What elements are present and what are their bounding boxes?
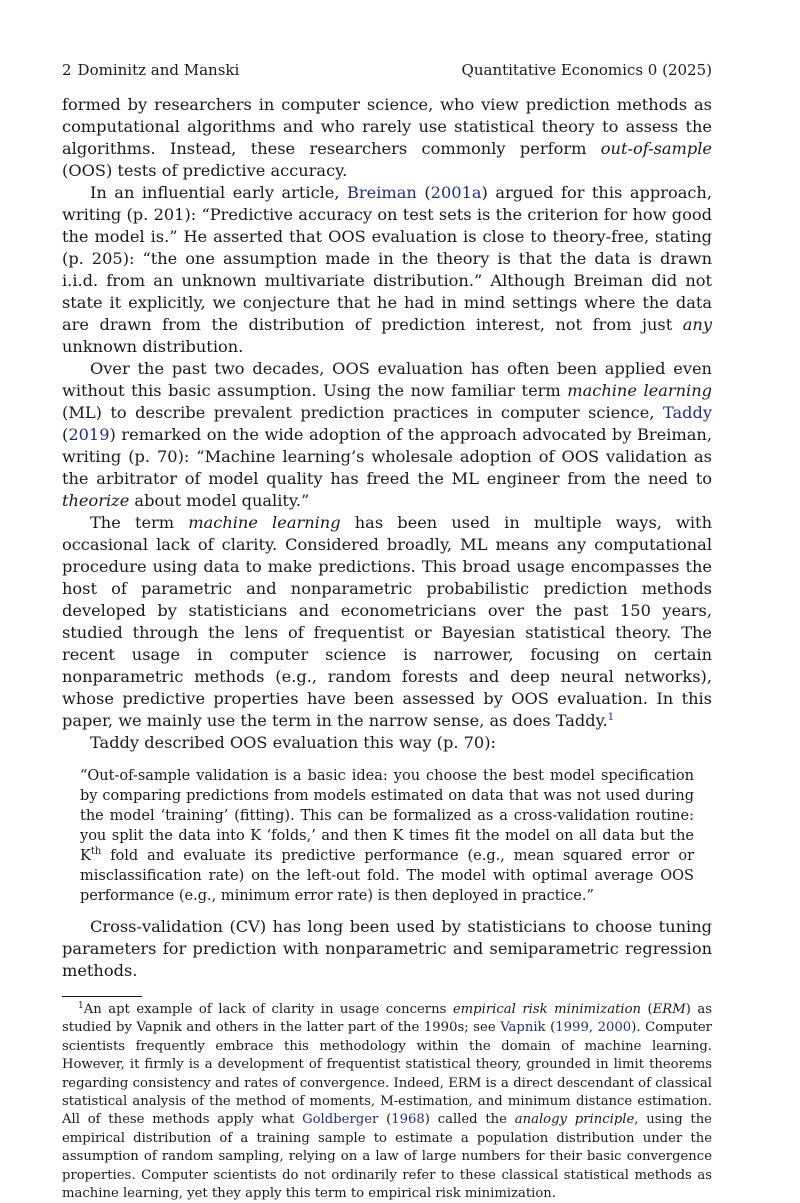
quote-text-a: “Out-of-sample validation is a basic idea: you choose the best model specification by comparing predictions from models estimated on data that was not used during the model ‘training’ (fitting). This can be formalized as a cross-validation routine: you split the data into K ‘folds,’ and then K times fit the model on all data but the K xyxy=(80,768,694,864)
citation-year-vapnik-2000[interactable]: 2000 xyxy=(597,1020,632,1036)
fn-text-f: , using the empirical distribution of a training sample to estimate a population distribution under the assumption of random sampling, relying on a law of large numbers for their basic convergence properties. Computer scientists do not ordinarily refer to these classical statistical methods as machine learning, yet they apply this term to empirical risk minimization. xyxy=(62,1112,712,1202)
p4-emphasis: machine learning xyxy=(188,513,341,532)
footnote-rule xyxy=(62,996,142,997)
header-authors: Dominitz and Manski xyxy=(77,61,240,79)
header-left xyxy=(62,60,245,80)
p2-text-a: In an influential early article, xyxy=(90,183,348,202)
paragraph-3: Over the past two decades, OOS evaluation has often been applied even without this basic assumption. Using the now familiar term machine learning (ML) to describe prevalent prediction practices in computer science, Taddy (2019) remarked on the wide adoption of the approach advocated by Breiman, writing (p. 70): “Machine learning’s wholesale adoption of OOS validation as the arbitrator of model quality has freed the ML engineer from the need to theorize about model quality.” xyxy=(62,359,712,510)
paragraph-6: Cross-validation (CV) has long been used by statisticians to choose tuning parameters for prediction with nonparametric and semiparametric regression methods. xyxy=(62,917,712,980)
citation-year-goldberger[interactable]: 1968 xyxy=(391,1112,425,1128)
fn-text-e: called the xyxy=(429,1112,515,1128)
citation-link-vapnik[interactable]: Vapnik xyxy=(500,1020,546,1036)
p2-text-c: unknown distribution. xyxy=(62,337,244,356)
p4-text-a: The term xyxy=(90,513,189,532)
p3-emphasis-b: theorize xyxy=(62,491,130,510)
citation-year-vapnik-1999[interactable]: 1999 xyxy=(555,1020,589,1036)
p3-text-b: (ML) to describe prevalent prediction practices in computer science, xyxy=(62,403,663,422)
p2-emphasis: any xyxy=(682,315,712,334)
fn-text-a: An apt example of lack of clarity in usage concerns xyxy=(83,1002,453,1017)
p4-text-b: has been used in multiple ways, with occasional lack of clarity. Considered broadly, ML means any computational procedure using data to make predictions. This broad usage encompasses the host of parametric and nonparametric probabilistic prediction methods developed by statisticians and econometricians over the past 150 years, studied through the lens of frequentist or Bayesian statistical theory. The recent usage in computer science is narrower, focusing on certain nonparametric methods (e.g., random forests and deep neural networks), whose predictive properties have been assessed by OOS evaluation. In this paper, we mainly use the term in the narrow sense, as does Taddy. xyxy=(62,513,712,730)
main-text-continued xyxy=(62,916,712,982)
fn-text-c: ) as studied by Vapnik and others in the latter part of the 1990s; see xyxy=(62,1002,713,1036)
header-journal: Quantitative Economics 0 (2025) xyxy=(461,61,712,79)
fn-emphasis-b: ERM xyxy=(652,1002,686,1017)
block-quote xyxy=(80,766,694,906)
paragraph-2: In an influential early article, Breiman (2001a) argued for this approach, writing (p. 201): “Predictive accuracy on test sets is the criterion for how good the model is.” He asserted that OOS evaluation is close to theory-free, stating (p. 205): “the one assumption made in the theory is that the data is drawn i.i.d. from an unknown multivariate distribution.” Although Breiman did not state it explicitly, we conjecture that he had in mind settings where the data are drawn from the distribution of prediction interest, not from just any unknown distribution. xyxy=(62,183,712,356)
p1-emphasis: out-of-sample xyxy=(600,139,712,158)
fn-text-d: ). Computer scientists frequently embrace this methodology within the domain of machine learning. However, it firmly is a development of frequentist statistical theory, grounded in limit theorems regarding consistency and rates of convergence. Indeed, ERM is a direct descendant of classical statistical analysis of the method of moments, M-estimation, and minimum distance estimation. All of these methods apply what xyxy=(62,1020,712,1128)
page-number: 2 xyxy=(62,61,72,79)
quote-text xyxy=(80,766,694,906)
footnote-marker-link[interactable]: 1 xyxy=(607,712,615,723)
paper-page xyxy=(62,60,712,1203)
citation-link-goldberger[interactable]: Goldberger xyxy=(302,1112,379,1128)
paragraph-1 xyxy=(62,94,712,182)
p2-text-b: argued for this approach, writing (p. 201): “Predictive accuracy on test sets is the criterion for how good the model is.” He asserted that OOS evaluation is close to theory-free, stating (p. 205): “the one assumption made in the theory is that the data is drawn i.i.d. from an unknown multivariate distribution.” Although Breiman did not state it explicitly, we conjecture that he had in mind settings where the data are drawn from the distribution of prediction interest, not from just xyxy=(62,183,712,334)
paragraph-5: Taddy described OOS evaluation this way (p. 70): xyxy=(90,733,496,752)
p3-text-a: Over the past two decades, OOS evaluation has often been applied even without this basic assumption. Using the now familiar term xyxy=(62,359,712,400)
citation-year-breiman[interactable]: 2001a xyxy=(430,183,482,202)
fn-emphasis-c: analogy principle xyxy=(514,1112,635,1128)
running-header xyxy=(62,60,712,80)
fn-emphasis-a: empirical risk minimization xyxy=(452,1002,642,1017)
citation-year-taddy[interactable]: 2019 xyxy=(68,425,110,444)
citation-link-breiman[interactable]: Breiman xyxy=(347,183,417,202)
fn-text-b: ( xyxy=(641,1002,653,1017)
p3-emphasis-a: machine learning xyxy=(567,381,712,400)
fn-cite-separator: , xyxy=(588,1020,598,1036)
p1-text-b: (OOS) tests of predictive accuracy. xyxy=(62,161,348,180)
p1-text-a: formed by researchers in computer science, who view prediction methods as computational algorithms and who rarely use statistical theory to assess the algorithms. Instead, these researchers commonly perform xyxy=(62,95,712,158)
citation-link-taddy[interactable]: Taddy xyxy=(662,403,712,422)
footnote-text: $^1$An apt example of lack of clarity in usage concerns empirical risk minimization (ERM) as studied by Vapnik and others in the latter part of the 1990s; see Vapnik (1999, 2000). Computer scientists frequently embrace this methodology within the domain of machine learning. However, it firmly is a development of frequentist statistical theory, grounded in limit theorems regarding consistency and rates of convergence. Indeed, ERM is a direct descendant of classical statistical analysis of the method of moments, M-estimation, and minimum distance estimation. All of these methods apply what Goldberger (1968) called the analogy principle, using the empirical distribution of a training sample to estimate a population distribution under the assumption of random sampling, relying on a law of large numbers for their basic convergence properties. Computer scientists do not ordinarily refer to these classical statistical methods as machine learning, yet they apply this term to empirical risk minimization. xyxy=(62,1001,713,1202)
paragraph-4 xyxy=(62,512,712,732)
p3-text-c: remarked on the wide adoption of the approach advocated by Breiman, writing (p. 70): “Machine learning’s wholesale adoption of OOS validation as the arbitrator of model quality has freed the ML engineer from the need to xyxy=(62,425,712,488)
quote-text-b: fold and evaluate its predictive performance (e.g., mean squared error or misclassification rate) on the left-out fold. The model with optimal average OOS performance (e.g., minimum error rate) is then deployed in practice.” xyxy=(80,848,694,904)
main-text xyxy=(62,94,712,754)
footnote-number: 1 xyxy=(78,1001,84,1011)
footnote-1 xyxy=(62,1001,712,1203)
quote-superscript: th xyxy=(90,846,102,857)
p3-text-d: about model quality.” xyxy=(129,491,310,510)
